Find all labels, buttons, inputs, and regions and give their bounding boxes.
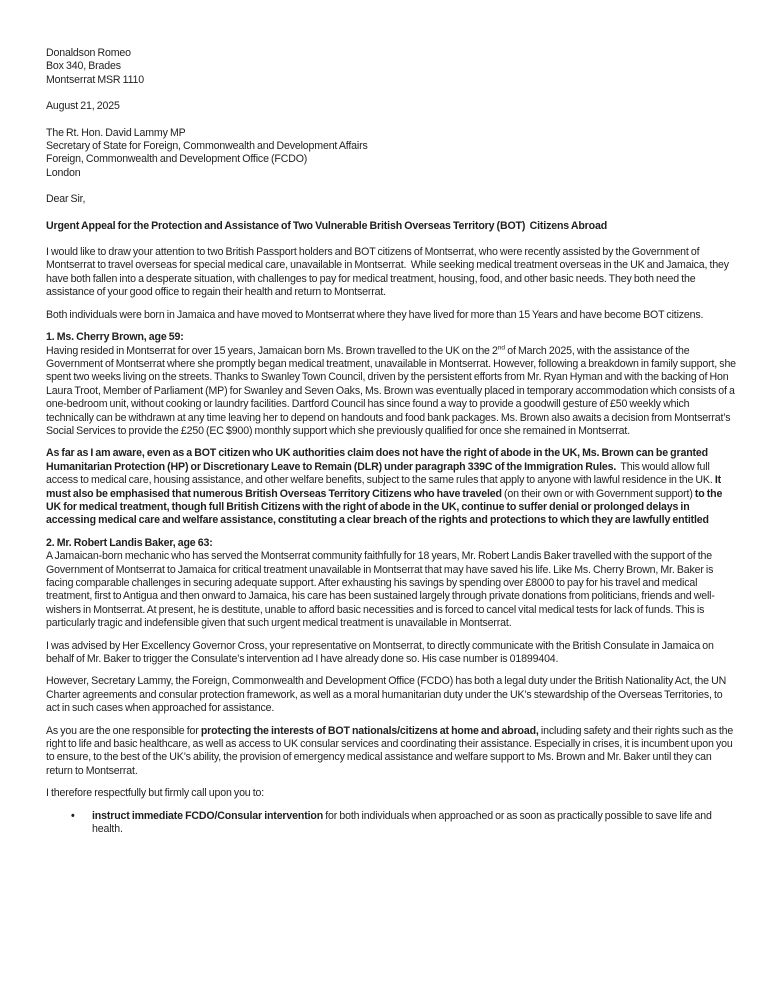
text-run: to the UK for medical treatment, though full British Citizens with the right of abode in the UK, continue to suffer denial or prolonged delays in accessing medical care and welfare assistance, constituting a clear breach of the rights and protections to which they are lawfully entitled	[46, 487, 725, 527]
bullet-text	[92, 810, 714, 835]
request-list	[46, 810, 737, 837]
text-run: However, Secretary Lammy, the Foreign, Commonwealth and Development Office (FCDO) has both a legal duty under the British Nationality Act, the UN Charter agreements and consular protection framework, as well as a moral humanitarian duty under the UK’s stewardship of the Overseas Territories, to act in such cases when approached for assistance.	[46, 675, 729, 715]
text-run: Both individuals were born in Jamaica and have moved to Montserrat where they have lived for more than 15 Years and have become BOT citizens.	[46, 308, 704, 321]
text-run: (on their own or with Government support)	[501, 487, 695, 500]
text-run: nd	[497, 343, 506, 351]
subject-line: Urgent Appeal for the Protection and Assistance of Two Vulnerable British Overseas Territory (BOT) Citizens Abroad	[46, 219, 608, 232]
fcdo-duty-paragraph	[46, 675, 737, 715]
background-paragraph	[46, 309, 737, 322]
text-run: A Jamaican-born mechanic who has served the Montserrat community faithfully for 18 years, Mr. Robert Landis Baker travelled with the support of the Government of Montserrat to Jamaica for critical treatment unavailable in Montserrat that may have saved his life. Like Ms. Cherry Brown, Mr. Baker is facing comparable challenges in securing adequate support. After exhausting his savings by spending over £8000 to pay for his travel and medical treatment, first to Antigua and then onward to Jamaica, his care has been sustained largely through private donations from politicians, friends and well-wishers in Montserrat. At present, he is destitute, unable to afford basic necessities and is forced to cancel vital medical tests for lack of funds. This is particularly tragic and indefensible given that such urgent medical treatment is unavailable in Montserrat.	[46, 550, 716, 630]
text-run: I therefore respectfully but firmly call upon you to:	[46, 787, 265, 800]
case-1-cherry-brown	[46, 331, 737, 438]
text-run: 1. Ms. Cherry Brown, age 59:	[46, 331, 184, 344]
text-run: I was advised by Her Excellency Governor Cross, your representative on Montserrat, to directly communicate with the British Consulate in Jamaica on behalf of Mr. Baker to trigger the Consulate’s intervention ad I have already done so. His case number is 01899404.	[46, 639, 716, 666]
text-run: of March 2025, with the assistance of the Government of Montserrat where she promptly began medical treatment, unavailable in Montserrat. However, following a breakdown in family support, she spent two weeks living on the streets. Thanks to Swanley Town Council, driven by the persistent efforts from Mr. Ryan Hyman and with the backing of Hon Laura Troot, Member of Parliament (MP) for Swanley and Seven Oaks, Ms. Brown was eventually placed in temporary accommodation which consists of a one-bedroom unit, without cooking or laundry facilities. Dartford Council has since found a way to provide a goodwill gesture of £50 weekly which technically can be withdrawn at any time leaving her to depend on handouts and food bank packages. Ms. Brown also awaits a decision from Montserrat’s Social Services to provide the £250 (EC $900) monthly support which she previously qualified for once she remained in Montserrat.	[46, 344, 739, 437]
text-run: instruct immediate FCDO/Consular intervention	[92, 809, 324, 822]
text-run: for both individuals when approached or as soon as practically possible to save life and health.	[92, 809, 714, 836]
letter-body	[46, 246, 737, 801]
recipient-address-line: Foreign, Commonwealth and Development Office (FCDO)	[46, 153, 308, 166]
text-run: I would like to draw your attention to two British Passport holders and BOT citizens of Montserrat, who were recently assisted by the Government of Montserrat to travel overseas for special medical care, unavailable in Montserrat. While seeking medical treatment overseas in the UK and Jamaica, they have both fallen into a desperate situation, with challenges to pay for medical treatment, housing, food, and other basic needs. They both need the assistance of your good office to regain their health and return to Montserrat.	[46, 246, 732, 299]
text-run: As you are the one responsible for	[46, 724, 201, 737]
consulate-case-paragraph	[46, 640, 737, 667]
intro-paragraph	[46, 246, 737, 300]
recipient-address-line: London	[46, 166, 81, 179]
text-run: As far as I am aware, even as a BOT citizen who UK authorities claim does not have the right of abode in the UK, Ms. Brown can be granted Humanitarian Protection (HP) or Discretionary Leave to Remain (DLR) under paragraph 339C of the Immigration Rules.	[46, 447, 711, 473]
text-run: This would allow full access to medical care, housing assistance, and other welfare benefits, subject to the same rules that apply to anyone with lawful residence in the UK.	[46, 460, 715, 487]
recipient-address	[46, 127, 737, 181]
responsibility-paragraph	[46, 725, 737, 779]
sender-address-line: Box 340, Brades	[46, 60, 121, 73]
sender-address-line: Donaldson Romeo	[46, 47, 131, 59]
recipient-address-line: The Rt. Hon. David Lammy MP	[46, 126, 186, 139]
text-run: 2. Mr. Robert Landis Baker, age 63:	[46, 536, 213, 549]
bullet-icon: •	[71, 809, 75, 822]
case-2-robert-baker	[46, 537, 737, 631]
text-run: protecting the interests of BOT nationals/citizens at home and abroad,	[200, 724, 539, 737]
bullet-fcdo-intervention	[46, 810, 737, 837]
call-to-action-intro	[46, 787, 737, 800]
salutation: Dear Sir,	[46, 193, 86, 206]
text-run: It must also be emphasised that numerous British Overseas Territory Citizens who have traveled	[46, 474, 724, 500]
text-run: including safety and their rights such as the right to life and basic healthcare, as well as access to UK consular services and coordinating their assistance. Especially in crises, it is incumbent upon you to ensure, to the best of the UK’s ability, the provision of emergency medical assistance and welfare support to Ms. Brown and Mr. Baker until they can return to Montserrat.	[46, 724, 736, 777]
sender-address	[46, 47, 737, 87]
letter-date: August 21, 2025	[46, 100, 120, 113]
text-run: Having resided in Montserrat for over 15 years, Jamaican born Ms. Brown travelled to the UK on the 2	[46, 344, 498, 357]
sender-address-line: Montserrat MSR 1110	[46, 73, 145, 86]
recipient-address-line: Secretary of State for Foreign, Commonwealth and Development Affairs	[46, 140, 368, 153]
legal-argument-paragraph	[46, 447, 737, 527]
